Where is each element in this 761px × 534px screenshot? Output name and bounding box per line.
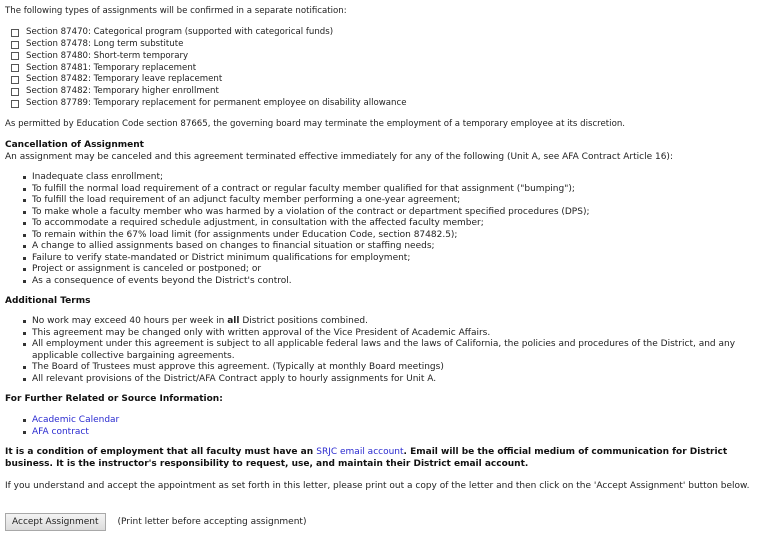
section-row bbox=[11, 86, 753, 98]
list-item: All relevant provisions of the District/AFA Contract apply to hourly assignments for Unit A. bbox=[5, 374, 753, 386]
text: It is a condition of employment that all faculty must have an bbox=[5, 447, 317, 457]
section-checkbox[interactable] bbox=[11, 64, 19, 72]
section-row bbox=[11, 62, 753, 74]
list-item bbox=[5, 316, 753, 328]
cancellation-list bbox=[5, 172, 753, 287]
list-item: All employment under this agreement is subject to all applicable federal laws and the laws of California, the policies and procedures of the District, and any applicable collective bargaining agreements. bbox=[5, 339, 753, 362]
section-label: Section 87478: Long term substitute bbox=[26, 38, 184, 49]
section-row bbox=[11, 74, 753, 86]
additional-terms-heading: Additional Terms bbox=[5, 296, 91, 306]
list-item: As a consequence of events beyond the District's control. bbox=[5, 276, 753, 288]
text: No work may exceed 40 hours per week in bbox=[32, 316, 228, 326]
list-item: To make whole a faculty member who was harmed by a violation of the contract or department specified procedures (DPS); bbox=[5, 207, 753, 219]
section-checkbox[interactable] bbox=[11, 29, 19, 37]
list-item: A change to allied assignments based on changes to financial situation or staffing needs; bbox=[5, 241, 753, 253]
list-item: To fulfill the load requirement of an adjunct faculty member performing a one-year agreement; bbox=[5, 195, 753, 207]
list-item: Failure to verify state-mandated or District minimum qualifications for employment; bbox=[5, 253, 753, 265]
list-item: Project or assignment is canceled or postponed; or bbox=[5, 264, 753, 276]
section-row bbox=[11, 98, 753, 110]
academic-calendar-link[interactable]: Academic Calendar bbox=[32, 415, 120, 425]
list-item bbox=[5, 415, 753, 427]
afa-contract-link[interactable]: AFA contract bbox=[32, 426, 89, 437]
list-item: To fulfill the normal load requirement of a contract or regular faculty member qualified for that assignment ("bumping"); bbox=[5, 184, 753, 196]
text: . Email will be the official medium of communication for District business. It is the instructor's responsibility to request, use, and maintain their District email account. bbox=[5, 447, 728, 469]
section-label: Section 87480: Short-term temporary bbox=[26, 50, 189, 61]
cancellation-heading: Cancellation of Assignment bbox=[5, 140, 144, 150]
additional-terms-list bbox=[5, 316, 753, 385]
section-row bbox=[11, 51, 753, 63]
section-checkbox[interactable] bbox=[11, 88, 19, 96]
list-item: This agreement may be changed only with written approval of the Vice President of Academic Affairs. bbox=[5, 328, 753, 340]
section-checkbox[interactable] bbox=[11, 41, 19, 49]
list-item: To remain within the 67% load limit (for assignments under Education Code, section 87482.5); bbox=[5, 230, 753, 242]
section-label: Section 87789: Temporary replacement for permanent employee on disability allowance bbox=[26, 97, 407, 108]
section-checkbox[interactable] bbox=[11, 76, 19, 84]
accept-assignment-button[interactable]: Accept Assignment bbox=[5, 513, 106, 531]
list-item bbox=[5, 427, 753, 439]
srjc-email-link[interactable]: SRJC email account bbox=[316, 447, 404, 457]
section-row bbox=[11, 39, 753, 51]
emphasis: all bbox=[227, 316, 240, 326]
section-label: Section 87470: Categorical program (supported with categorical funds) bbox=[26, 27, 334, 38]
accept-instructions: If you understand and accept the appointment as set forth in this letter, please print out a copy of the letter and then click on the 'Accept Assignment' button below. bbox=[5, 481, 750, 491]
terminate-text: As permitted by Education Code section 87665, the governing board may terminate the employment of a temporary employee at its discretion. bbox=[5, 119, 626, 129]
list-item: Inadequate class enrollment; bbox=[5, 172, 753, 184]
list-item: To accommodate a required schedule adjustment, in consultation with the affected faculty member; bbox=[5, 218, 753, 230]
email-condition-text bbox=[5, 447, 753, 470]
text: District positions combined. bbox=[239, 316, 368, 326]
further-info-links bbox=[5, 415, 753, 438]
section-row bbox=[11, 27, 753, 39]
intro-text: The following types of assignments will be confirmed in a separate notification: bbox=[5, 6, 347, 16]
section-checkbox[interactable] bbox=[11, 52, 19, 60]
further-info-heading: For Further Related or Source Information: bbox=[5, 394, 223, 404]
section-label: Section 87482: Temporary higher enrollment bbox=[26, 86, 219, 97]
list-item: The Board of Trustees must approve this agreement. (Typically at monthly Board meetings) bbox=[5, 362, 753, 374]
cancellation-intro: An assignment may be canceled and this agreement terminated effective immediately for any of the following (Unit A, see AFA Contract Article 16): bbox=[5, 152, 673, 162]
section-label: Section 87482: Temporary leave replacement bbox=[26, 74, 223, 85]
section-checkbox-list bbox=[11, 27, 753, 110]
section-label: Section 87481: Temporary replacement bbox=[26, 62, 197, 73]
section-checkbox[interactable] bbox=[11, 100, 19, 108]
accept-note: (Print letter before accepting assignment) bbox=[117, 517, 307, 527]
accept-row bbox=[5, 513, 306, 531]
